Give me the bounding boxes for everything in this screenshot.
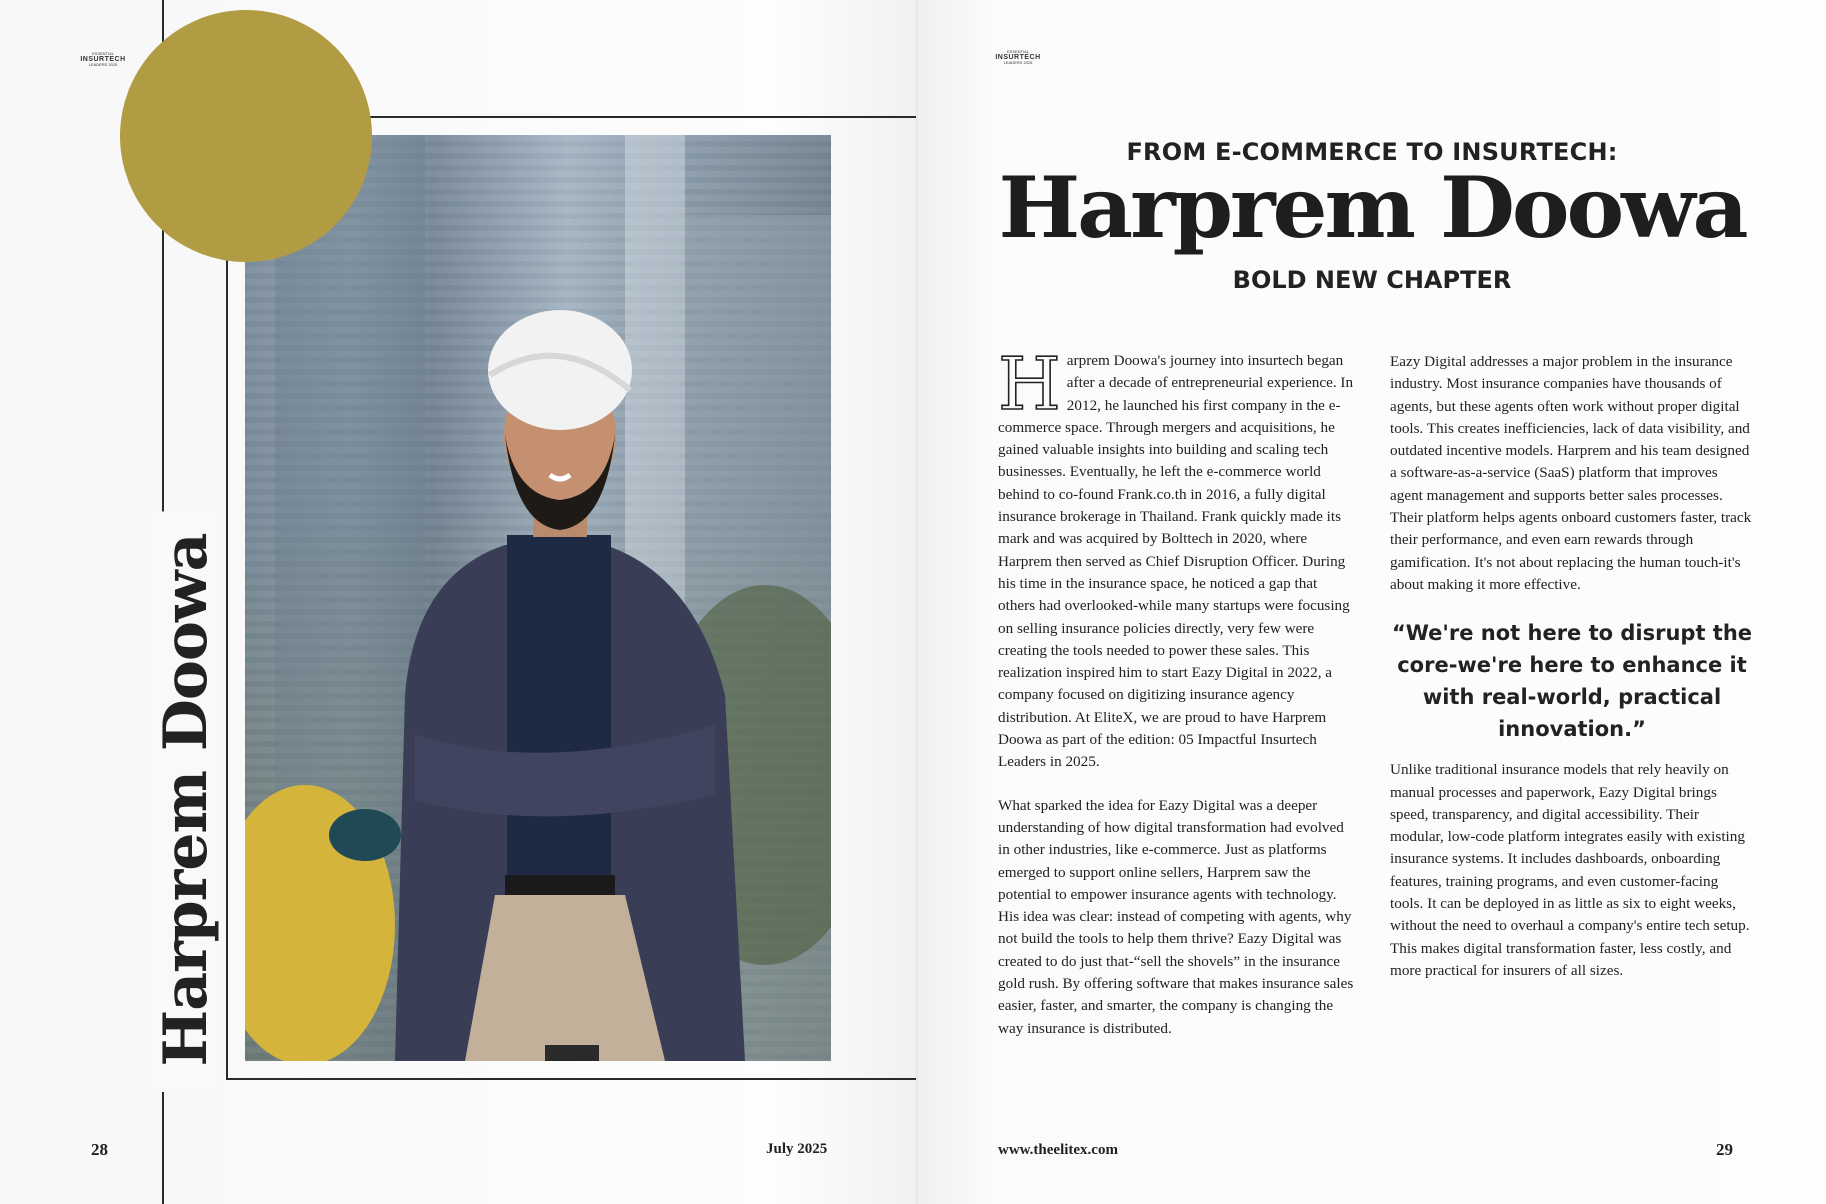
portrait-illustration (245, 135, 831, 1061)
paragraph: Harprem Doowa's journey into insurtech began after a decade of entrepreneurial experience. In 2012, he launched his first company in the e-commerce space. Through mergers and acquisitions, he gained valuable insights into building and scaling tech businesses. Eventually, he left the e-commerce world behind to co-found Frank.co.th in 2016, a fully digital insurance brokerage in Thailand. Frank quickly made its mark and was acquired by Bolttech in 2020, where Harprem then served as Chief Disruption Officer. During his time in the insurance space, he noticed a gap that others had overlooked-while many startups were focusing on selling insurance policies directly, very few were creating the tools needed to power these sales. This realization inspired him to start Eazy Digital in 2022, a company focused on digitizing insurance agency distribution. At EliteX, we are proud to have Harprem Doowa as part of the edition: 05 Impactful Insurtech Leaders in 2025. (998, 342, 1354, 771)
gold-circle (120, 10, 372, 262)
right-page (918, 0, 1826, 1204)
magazine-logo: ESSENTIAL INSURTECH LEADERS 2025 (80, 51, 126, 67)
paragraph: Unlike traditional insurance models that rely heavily on manual processes and paperwork, Eazy Digital brings speed, transparency, and digital accessibility. Their modular, low-code platform integrates easily with existing insurance systems. It includes dashboards, onboarding features, training programs, and even customer-facing tools. It can be deployed in as little as six to eight weeks, without the need to overhaul a company's entire tech setup. This makes digital transformation faster, less costly, and more practical for insurers of all sizes. (1390, 761, 1750, 979)
magazine-logo: ESSENTIAL INSURTECH LEADERS 2025 (995, 49, 1041, 65)
portrait-photo (245, 135, 831, 1061)
headline: Harprem Doowa (998, 158, 1746, 257)
page-number-left: 28 (91, 1140, 108, 1159)
deck: BOLD NEW CHAPTER (1232, 266, 1512, 294)
paragraph: Eazy Digital addresses a major problem in the insurance industry. Most insurance companies have thousands of agents, but these agents often work without proper digital tools. This creates inefficiencies, lack of data visibility, and outdated incentive models. Harprem and his team designed a software-as-a-service (SaaS) platform that improves agent management and supports better sales processes. Their platform helps agents onboard customers faster, track their performance, and even earn rewards through gamification. It's not about replacing the human touch-it's about making it more effective. (1390, 353, 1752, 593)
issue-date: July 2025 (766, 1141, 828, 1157)
website: www.theelitex.com (998, 1142, 1118, 1158)
article-column-2 (1390, 351, 1754, 1003)
pull-quote: “We're not here to disrupt the core-we're here to enhance it with real-world, practical innovation.” (1391, 621, 1753, 742)
vertical-name: Harprem Doowa (151, 512, 221, 1089)
article-column-1 (998, 342, 1358, 1061)
paragraph: What sparked the idea for Eazy Digital was a deeper understanding of how digital transformation had evolved in other industries, like e-commerce. Just as platforms emerged to support online sellers, Harprem saw the potential to empower insurance agents with technology. His idea was clear: instead of competing with agents, why not build the tools to help them thrive? Eazy Digital was created to do just that-“sell the shovels” in the insurance gold rush. By offering software that makes insurance sales easier, faster, and smarter, the company is changing the way insurance is distributed. (998, 796, 1354, 1037)
kicker: FROM E-COMMERCE TO INSURTECH: (1126, 138, 1618, 166)
drop-cap: H (998, 342, 1061, 426)
page-number-right: 29 (1716, 1140, 1733, 1159)
vertical-rule-bottom (162, 1092, 164, 1204)
